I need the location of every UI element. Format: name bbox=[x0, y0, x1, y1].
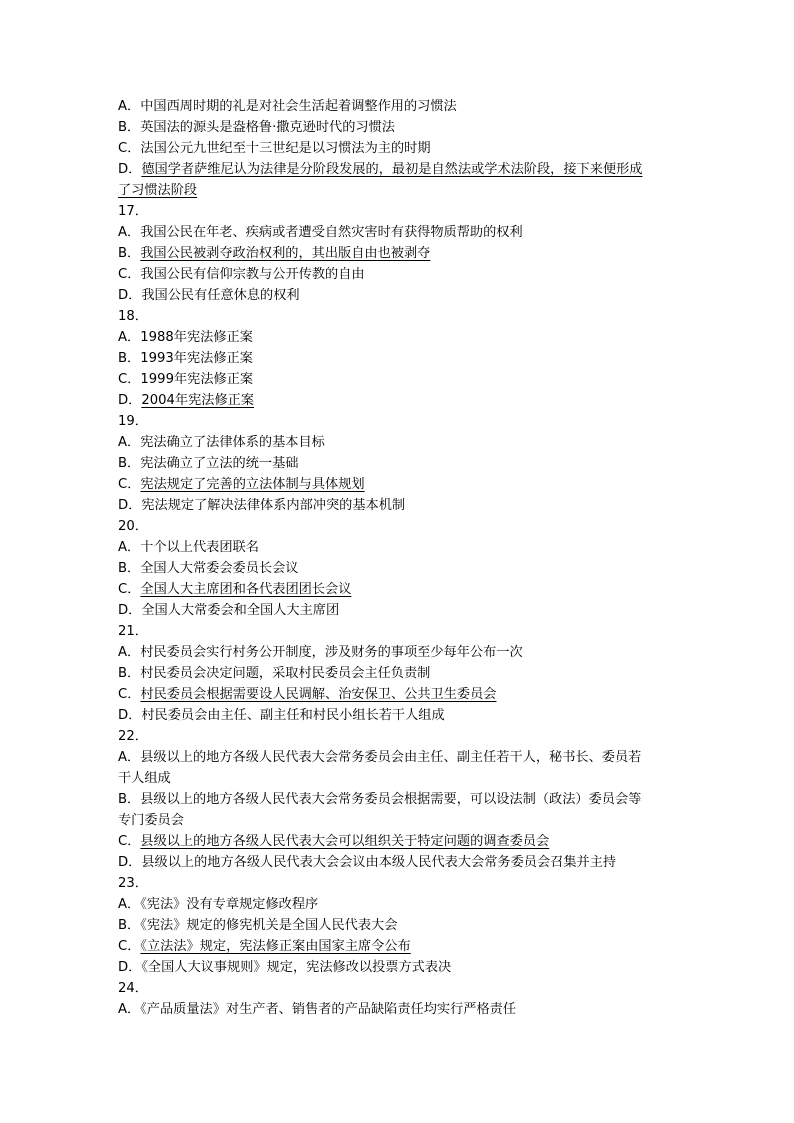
q17-option-d: D．我国公民有任意休息的权利 bbox=[118, 288, 300, 303]
q19-option-c-answer: 宪法规定了完善的立法体制与具体规划 bbox=[140, 477, 365, 492]
q18-option-c: C．1999年宪法修正案 bbox=[118, 372, 254, 387]
q17-option-a: A．我国公民在年老、疾病或者遭受自然灾害时有获得物质帮助的权利 bbox=[118, 225, 523, 240]
q21-option-b: B．村民委员会决定问题，采取村民委员会主任负责制 bbox=[118, 666, 431, 681]
q20-option-c-answer: 全国人大主席团和各代表团团长会议 bbox=[140, 582, 352, 597]
q19-option-c bbox=[118, 474, 688, 495]
q16-option-d-answer-line1: 德国学者萨维尼认为法律是分阶段发展的，最初是自然法或学术法阶段，接下来便形成 bbox=[141, 162, 643, 177]
q23-option-d: D．《全国人大议事规则》规定，宪法修改以投票方式表决 bbox=[118, 960, 452, 975]
q22-option-a-line1: A．县级以上的地方各级人民代表大会常务委员会由主任、副主任若干人，秘书长、委员若 bbox=[118, 750, 642, 765]
q19-number: 19． bbox=[118, 414, 148, 429]
q17-option-b-answer: 我国公民被剥夺政治权利的，其出版自由也被剥夺 bbox=[140, 246, 431, 261]
q17-option-c: C．我国公民有信仰宗教与公开传教的自由 bbox=[118, 267, 365, 282]
q22-option-b-line1: B．县级以上的地方各级人民代表大会常务委员会根据需要，可以设法制（政法）委员会等 bbox=[118, 792, 642, 807]
q18-option-a: A．1988年宪法修正案 bbox=[118, 330, 253, 345]
q16-option-b: B．英国法的源头是盎格鲁·撒克逊时代的习惯法 bbox=[118, 120, 395, 135]
q21-option-c-answer: 村民委员会根据需要设人民调解、治安保卫、公共卫生委员会 bbox=[140, 687, 497, 702]
q22-number: 22． bbox=[118, 729, 148, 744]
q23-option-c-answer: 《立法法》规定，宪法修正案由国家主席令公布 bbox=[140, 939, 411, 954]
q16-option-d-prefix: D． bbox=[118, 162, 142, 177]
q16-option-c: C．法国公元九世纪至十三世纪是以习惯法为主的时期 bbox=[118, 141, 431, 156]
q22-option-a-line2: 干人组成 bbox=[118, 771, 171, 786]
q23-number: 23． bbox=[118, 876, 148, 891]
q18-option-b: B．1993年宪法修正案 bbox=[118, 351, 253, 366]
q16-option-a: A．中国西周时期的礼是对社会生活起着调整作用的习惯法 bbox=[118, 99, 457, 114]
q22-option-c-answer: 县级以上的地方各级人民代表大会可以组织关于特定问题的调查委员会 bbox=[140, 834, 550, 849]
q21-number: 21． bbox=[118, 624, 148, 639]
q20-number: 20． bbox=[118, 519, 148, 534]
q17-option-b-prefix: B． bbox=[118, 246, 141, 261]
q16-option-d-continued bbox=[118, 180, 688, 201]
q23-option-c bbox=[118, 936, 688, 957]
q21-option-c bbox=[118, 684, 688, 705]
q20-option-d: D．全国人大常委会和全国人大主席团 bbox=[118, 603, 340, 618]
q17-number: 17． bbox=[118, 204, 148, 219]
q20-option-c-prefix: C． bbox=[118, 582, 141, 597]
q16-option-d-answer-line2: 了习惯法阶段 bbox=[118, 183, 198, 198]
q18-option-d bbox=[118, 390, 688, 411]
q21-option-a: A．村民委员会实行村务公开制度，涉及财务的事项至少每年公布一次 bbox=[118, 645, 523, 660]
q23-option-a: A．《宪法》没有专章规定修改程序 bbox=[118, 897, 319, 912]
q22-option-b-line2: 专门委员会 bbox=[118, 813, 184, 828]
q21-option-d: D．村民委员会由主任、副主任和村民小组长若干人组成 bbox=[118, 708, 445, 723]
q23-option-c-prefix: C． bbox=[118, 939, 141, 954]
q24-option-a: A．《产品质量法》对生产者、销售者的产品缺陷责任均实行严格责任 bbox=[118, 1002, 517, 1017]
q19-option-d: D．宪法规定了解决法律体系内部冲突的基本机制 bbox=[118, 498, 406, 513]
q22-option-c-prefix: C． bbox=[118, 834, 141, 849]
q18-number: 18． bbox=[118, 309, 148, 324]
q20-option-c bbox=[118, 579, 688, 600]
q17-option-b bbox=[118, 243, 688, 264]
document-page bbox=[118, 96, 688, 1020]
q18-option-d-prefix: D． bbox=[118, 393, 142, 408]
q22-option-d: D．县级以上的地方各级人民代表大会会议由本级人民代表大会常务委员会召集并主持 bbox=[118, 855, 617, 870]
q19-option-c-prefix: C． bbox=[118, 477, 141, 492]
q20-option-b: B．全国人大常委会委员长会议 bbox=[118, 561, 299, 576]
q23-option-b: B．《宪法》规定的修宪机关是全国人民代表大会 bbox=[118, 918, 398, 933]
q18-option-d-answer: 2004年宪法修正案 bbox=[141, 393, 255, 408]
q19-option-a: A．宪法确立了法律体系的基本目标 bbox=[118, 435, 325, 450]
q19-option-b: B．宪法确立了立法的统一基础 bbox=[118, 456, 299, 471]
q21-option-c-prefix: C． bbox=[118, 687, 141, 702]
q24-number: 24． bbox=[118, 981, 148, 996]
q16-option-d bbox=[118, 159, 688, 180]
q22-option-c bbox=[118, 831, 688, 852]
q20-option-a: A．十个以上代表团联名 bbox=[118, 540, 259, 555]
